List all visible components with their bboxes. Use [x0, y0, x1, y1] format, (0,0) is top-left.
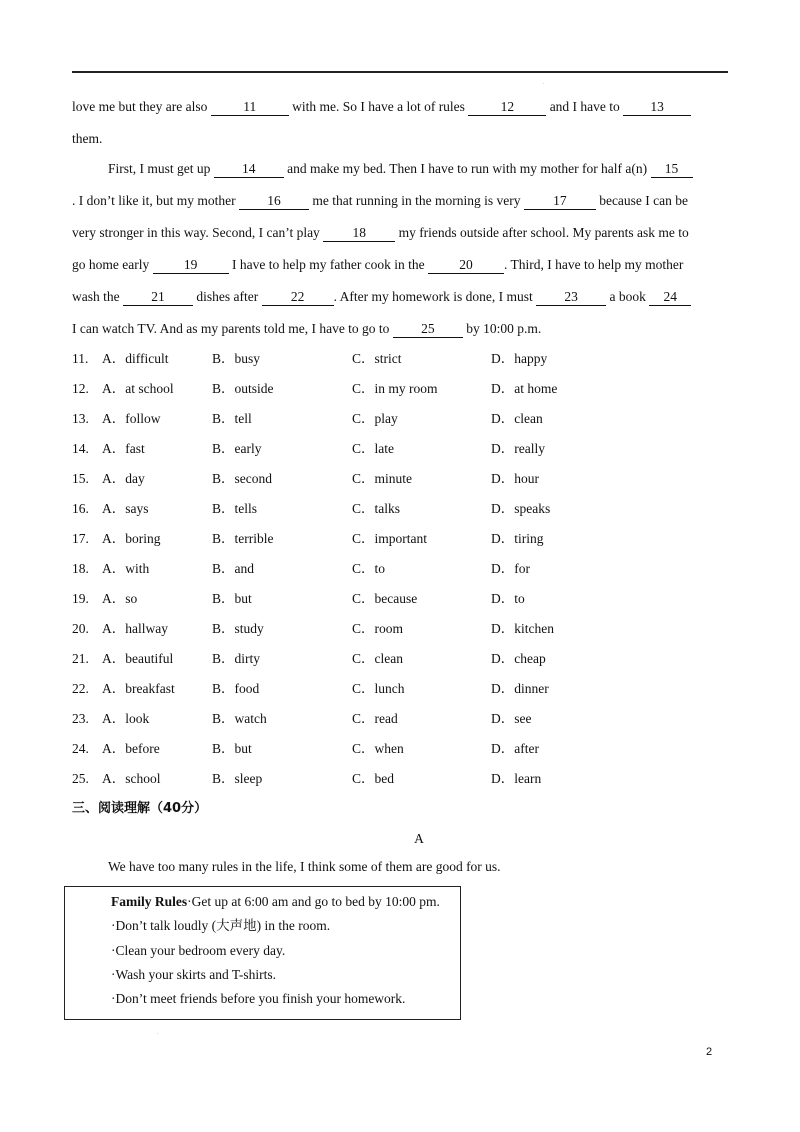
option-text: late [374, 441, 395, 456]
option-letter: A． [102, 741, 126, 756]
option-a [102, 589, 137, 609]
option-text: and [234, 561, 255, 576]
option-letter: C． [352, 741, 375, 756]
question-row [72, 679, 672, 699]
option-d [491, 649, 546, 669]
option-letter: C． [352, 351, 375, 366]
option-letter: D． [491, 531, 515, 546]
question-number: 21. [72, 651, 89, 666]
question-number: 25. [72, 771, 89, 786]
option-c [352, 589, 417, 609]
option-letter: C． [352, 681, 375, 696]
option-letter: A． [102, 441, 126, 456]
passage-text: because I can be [595, 193, 689, 208]
cloze-blank-18: 18 [323, 225, 395, 242]
option-b [212, 739, 252, 759]
question-row [72, 649, 672, 669]
option-b [212, 529, 274, 549]
option-text: but [234, 591, 252, 606]
family-rule-item: ·Don’t talk loudly (大声地) in the room. [111, 918, 331, 933]
option-text: really [514, 441, 545, 456]
option-d [491, 409, 543, 429]
option-letter: D． [491, 381, 515, 396]
question-row [72, 499, 672, 519]
option-text: look [125, 711, 150, 726]
option-text: lunch [374, 681, 405, 696]
option-text: second [234, 471, 273, 486]
family-rule-item: ·Don’t meet friends before you finish your homework. [111, 991, 406, 1006]
option-text: minute [374, 471, 413, 486]
cloze-blank-15: 15 [651, 161, 693, 178]
question-number: 14. [72, 441, 89, 456]
question-row [72, 589, 672, 609]
option-text: food [234, 681, 260, 696]
question-number: 11. [72, 351, 89, 366]
question-number: 16. [72, 501, 89, 516]
option-a [102, 349, 169, 369]
option-text: watch [234, 711, 267, 726]
option-text: hour [514, 471, 539, 486]
question-number: 20. [72, 621, 89, 636]
option-letter: B． [212, 681, 235, 696]
option-letter: C． [352, 621, 375, 636]
option-b [212, 769, 262, 789]
question-number: 23. [72, 711, 89, 726]
passage-text: dishes after [193, 289, 262, 304]
option-letter: C． [352, 411, 375, 426]
option-text: read [374, 711, 398, 726]
passage-line [72, 223, 752, 243]
option-letter: B． [212, 771, 235, 786]
option-letter: A． [102, 771, 126, 786]
passage-text: a book [606, 289, 650, 304]
option-letter: A． [102, 651, 126, 666]
option-text: with [125, 561, 150, 576]
option-a [102, 439, 145, 459]
question-row [72, 769, 672, 789]
option-text: terrible [234, 531, 274, 546]
option-letter: C． [352, 561, 375, 576]
option-text: room [374, 621, 404, 636]
passage-text: wash the [72, 289, 123, 304]
option-text: boring [125, 531, 161, 546]
option-d [491, 469, 539, 489]
question-number: 15. [72, 471, 89, 486]
option-d [491, 559, 530, 579]
option-c [352, 739, 404, 759]
option-d [491, 349, 547, 369]
option-d [491, 739, 539, 759]
option-a [102, 379, 174, 399]
option-letter: A． [102, 471, 126, 486]
question-number: 17. [72, 531, 89, 546]
option-c [352, 679, 405, 699]
passage-line [72, 255, 752, 275]
passage-text: I can watch TV. And as my parents told me, I have to go to [72, 321, 393, 336]
reading-label: A [414, 831, 424, 846]
option-text: tells [234, 501, 258, 516]
option-a [102, 619, 168, 639]
option-letter: D． [491, 411, 515, 426]
passage-text: I have to help my father cook in the [228, 257, 429, 272]
option-text: in my room [374, 381, 438, 396]
option-text: bed [374, 771, 395, 786]
option-letter: C． [352, 441, 375, 456]
family-rule-item: ·Clean your bedroom every day. [111, 943, 286, 958]
option-text: so [125, 591, 138, 606]
passage-text: them. [72, 131, 103, 146]
option-text: for [514, 561, 530, 576]
option-letter: B． [212, 351, 235, 366]
passage-line [72, 129, 752, 149]
family-rule-item: ·Wash your skirts and T-shirts. [111, 967, 277, 982]
option-text: at home [514, 381, 558, 396]
option-letter: A． [102, 711, 126, 726]
option-text: says [125, 501, 149, 516]
option-text: day [125, 471, 145, 486]
option-letter: D． [491, 711, 515, 726]
option-b [212, 469, 272, 489]
option-text: tiring [514, 531, 544, 546]
option-b [212, 379, 274, 399]
option-letter: D． [491, 471, 515, 486]
option-text: because [374, 591, 418, 606]
cloze-blank-25: 25 [393, 321, 463, 338]
option-letter: D． [491, 681, 515, 696]
option-text: outside [234, 381, 274, 396]
cloze-blank-21: 21 [123, 289, 193, 306]
question-number: 18. [72, 561, 89, 576]
option-text: see [514, 711, 532, 726]
option-letter: A． [102, 381, 126, 396]
option-b [212, 349, 260, 369]
cloze-blank-19: 19 [153, 257, 229, 274]
option-letter: B． [212, 741, 235, 756]
option-d [491, 589, 525, 609]
option-c [352, 469, 412, 489]
option-b [212, 589, 252, 609]
option-letter: B． [212, 591, 235, 606]
option-text: at school [125, 381, 174, 396]
question-row [72, 409, 672, 429]
question-row [72, 619, 672, 639]
option-a [102, 559, 149, 579]
family-rule-item: ·Get up at 6:00 am and go to bed by 10:00 pm. [187, 894, 440, 909]
option-text: when [374, 741, 404, 756]
header-rule [72, 71, 728, 73]
passage-line [72, 191, 752, 211]
cloze-blank-12: 12 [468, 99, 546, 116]
question-number: 12. [72, 381, 89, 396]
option-d [491, 499, 550, 519]
option-d [491, 769, 541, 789]
option-letter: D． [491, 771, 515, 786]
option-letter: C． [352, 531, 375, 546]
passage-text: by 10:00 p.m. [462, 321, 542, 336]
question-number: 22. [72, 681, 89, 696]
option-c [352, 769, 394, 789]
option-c [352, 379, 438, 399]
cloze-blank-11: 11 [211, 99, 289, 116]
passage-text: me that running in the morning is very [308, 193, 524, 208]
option-text: dinner [514, 681, 549, 696]
option-text: tell [234, 411, 252, 426]
option-letter: A． [102, 621, 126, 636]
option-c [352, 709, 398, 729]
option-text: follow [125, 411, 161, 426]
option-a [102, 649, 173, 669]
option-a [102, 739, 160, 759]
option-letter: C． [352, 591, 375, 606]
option-letter: A． [102, 351, 126, 366]
option-d [491, 619, 554, 639]
option-letter: B． [212, 441, 235, 456]
passage-text: go home early [72, 257, 153, 272]
option-text: strict [374, 351, 402, 366]
option-letter: D． [491, 651, 515, 666]
scan-dot: . [157, 1030, 159, 1036]
option-b [212, 409, 252, 429]
scan-dot: . [543, 80, 545, 86]
option-c [352, 349, 402, 369]
option-text: fast [125, 441, 145, 456]
option-text: early [234, 441, 262, 456]
option-text: play [374, 411, 398, 426]
option-a [102, 469, 145, 489]
option-letter: C． [352, 771, 375, 786]
option-text: cheap [514, 651, 546, 666]
option-d [491, 379, 557, 399]
passage-line [72, 287, 752, 307]
option-d [491, 679, 549, 699]
option-text: learn [514, 771, 542, 786]
option-letter: B． [212, 561, 235, 576]
option-text: dirty [234, 651, 261, 666]
section-title: 三、阅读理解（40分） [72, 801, 208, 816]
passage-text: . I don’t like it, but my mother [72, 193, 239, 208]
option-text: clean [514, 411, 543, 426]
question-row [72, 469, 672, 489]
option-d [491, 439, 545, 459]
option-text: but [234, 741, 252, 756]
option-letter: C． [352, 471, 375, 486]
passage-text: and make my bed. Then I have to run with my mother for half a(n) [283, 161, 651, 176]
option-letter: D． [491, 621, 515, 636]
option-a [102, 499, 149, 519]
option-text: clean [374, 651, 403, 666]
option-letter: B． [212, 381, 235, 396]
passage-line [72, 97, 752, 117]
question-row [72, 379, 672, 399]
option-c [352, 409, 398, 429]
option-text: kitchen [514, 621, 554, 636]
option-letter: B． [212, 621, 235, 636]
family-rules-box [64, 886, 461, 1020]
option-d [491, 529, 544, 549]
question-row [72, 559, 672, 579]
passage-text: my friends outside after school. My parents ask me to [395, 225, 689, 240]
option-c [352, 649, 403, 669]
cloze-blank-22: 22 [262, 289, 334, 306]
option-text: breakfast [125, 681, 175, 696]
option-letter: B． [212, 531, 235, 546]
option-b [212, 649, 260, 669]
option-letter: B． [212, 651, 235, 666]
option-letter: C． [352, 711, 375, 726]
question-row [72, 439, 672, 459]
cloze-blank-24: 24 [649, 289, 691, 306]
question-number: 24. [72, 741, 89, 756]
option-text: important [374, 531, 428, 546]
option-letter: D． [491, 741, 515, 756]
option-text: after [514, 741, 539, 756]
option-c [352, 439, 394, 459]
option-b [212, 499, 257, 519]
family-rules-first-line [111, 892, 440, 912]
option-b [212, 709, 267, 729]
option-b [212, 619, 264, 639]
option-letter: C． [352, 651, 375, 666]
option-letter: A． [102, 411, 126, 426]
option-c [352, 499, 400, 519]
option-letter: D． [491, 591, 515, 606]
option-a [102, 409, 161, 429]
passage-text: . After my homework is done, I must [333, 289, 537, 304]
question-row [72, 349, 672, 369]
option-letter: B． [212, 711, 235, 726]
page-number: 2 [706, 1046, 713, 1058]
option-letter: A． [102, 561, 126, 576]
option-letter: D． [491, 561, 515, 576]
option-letter: B． [212, 501, 235, 516]
question-row [72, 739, 672, 759]
option-text: happy [514, 351, 548, 366]
option-text: study [234, 621, 264, 636]
cloze-blank-20: 20 [428, 257, 504, 274]
option-text: busy [234, 351, 261, 366]
option-letter: D． [491, 441, 515, 456]
question-row [72, 709, 672, 729]
option-a [102, 529, 161, 549]
option-text: beautiful [125, 651, 174, 666]
cloze-blank-16: 16 [239, 193, 309, 210]
option-letter: D． [491, 501, 515, 516]
option-letter: A． [102, 531, 126, 546]
option-b [212, 559, 254, 579]
option-letter: A． [102, 501, 126, 516]
passage-text: love me but they are also [72, 99, 211, 114]
passage-text: very stronger in this way. Second, I can’t play [72, 225, 324, 240]
option-letter: D． [491, 351, 515, 366]
option-text: before [125, 741, 160, 756]
passage-text: First, I must get up [108, 161, 214, 176]
passage-text: and I have to [546, 99, 624, 114]
option-letter: C． [352, 381, 375, 396]
option-text: sleep [234, 771, 263, 786]
option-a [102, 679, 175, 699]
option-text: hallway [125, 621, 168, 636]
option-b [212, 679, 259, 699]
passage-line [72, 319, 752, 339]
option-text: speaks [514, 501, 551, 516]
option-d [491, 709, 532, 729]
passage-text: . Third, I have to help my mother [504, 257, 684, 272]
option-text: school [125, 771, 161, 786]
passage-line [108, 159, 788, 179]
cloze-blank-14: 14 [214, 161, 284, 178]
option-c [352, 619, 403, 639]
option-letter: B． [212, 471, 235, 486]
question-number: 13. [72, 411, 89, 426]
reading-intro: We have too many rules in the life, I think some of them are good for us. [108, 859, 501, 874]
family-rules-heading: Family Rules [111, 894, 188, 909]
option-letter: A． [102, 681, 126, 696]
option-b [212, 439, 262, 459]
question-number: 19. [72, 591, 89, 606]
option-letter: C． [352, 501, 375, 516]
option-a [102, 769, 161, 789]
option-letter: A． [102, 591, 126, 606]
cloze-blank-23: 23 [536, 289, 606, 306]
cloze-blank-17: 17 [524, 193, 596, 210]
option-letter: B． [212, 411, 235, 426]
passage-text: with me. So I have a lot of rules [288, 99, 469, 114]
option-text: to [514, 591, 525, 606]
option-c [352, 559, 385, 579]
cloze-blank-13: 13 [623, 99, 691, 116]
option-text: to [374, 561, 386, 576]
question-row [72, 529, 672, 549]
option-text: difficult [125, 351, 169, 366]
option-a [102, 709, 149, 729]
option-c [352, 529, 427, 549]
option-text: talks [374, 501, 401, 516]
